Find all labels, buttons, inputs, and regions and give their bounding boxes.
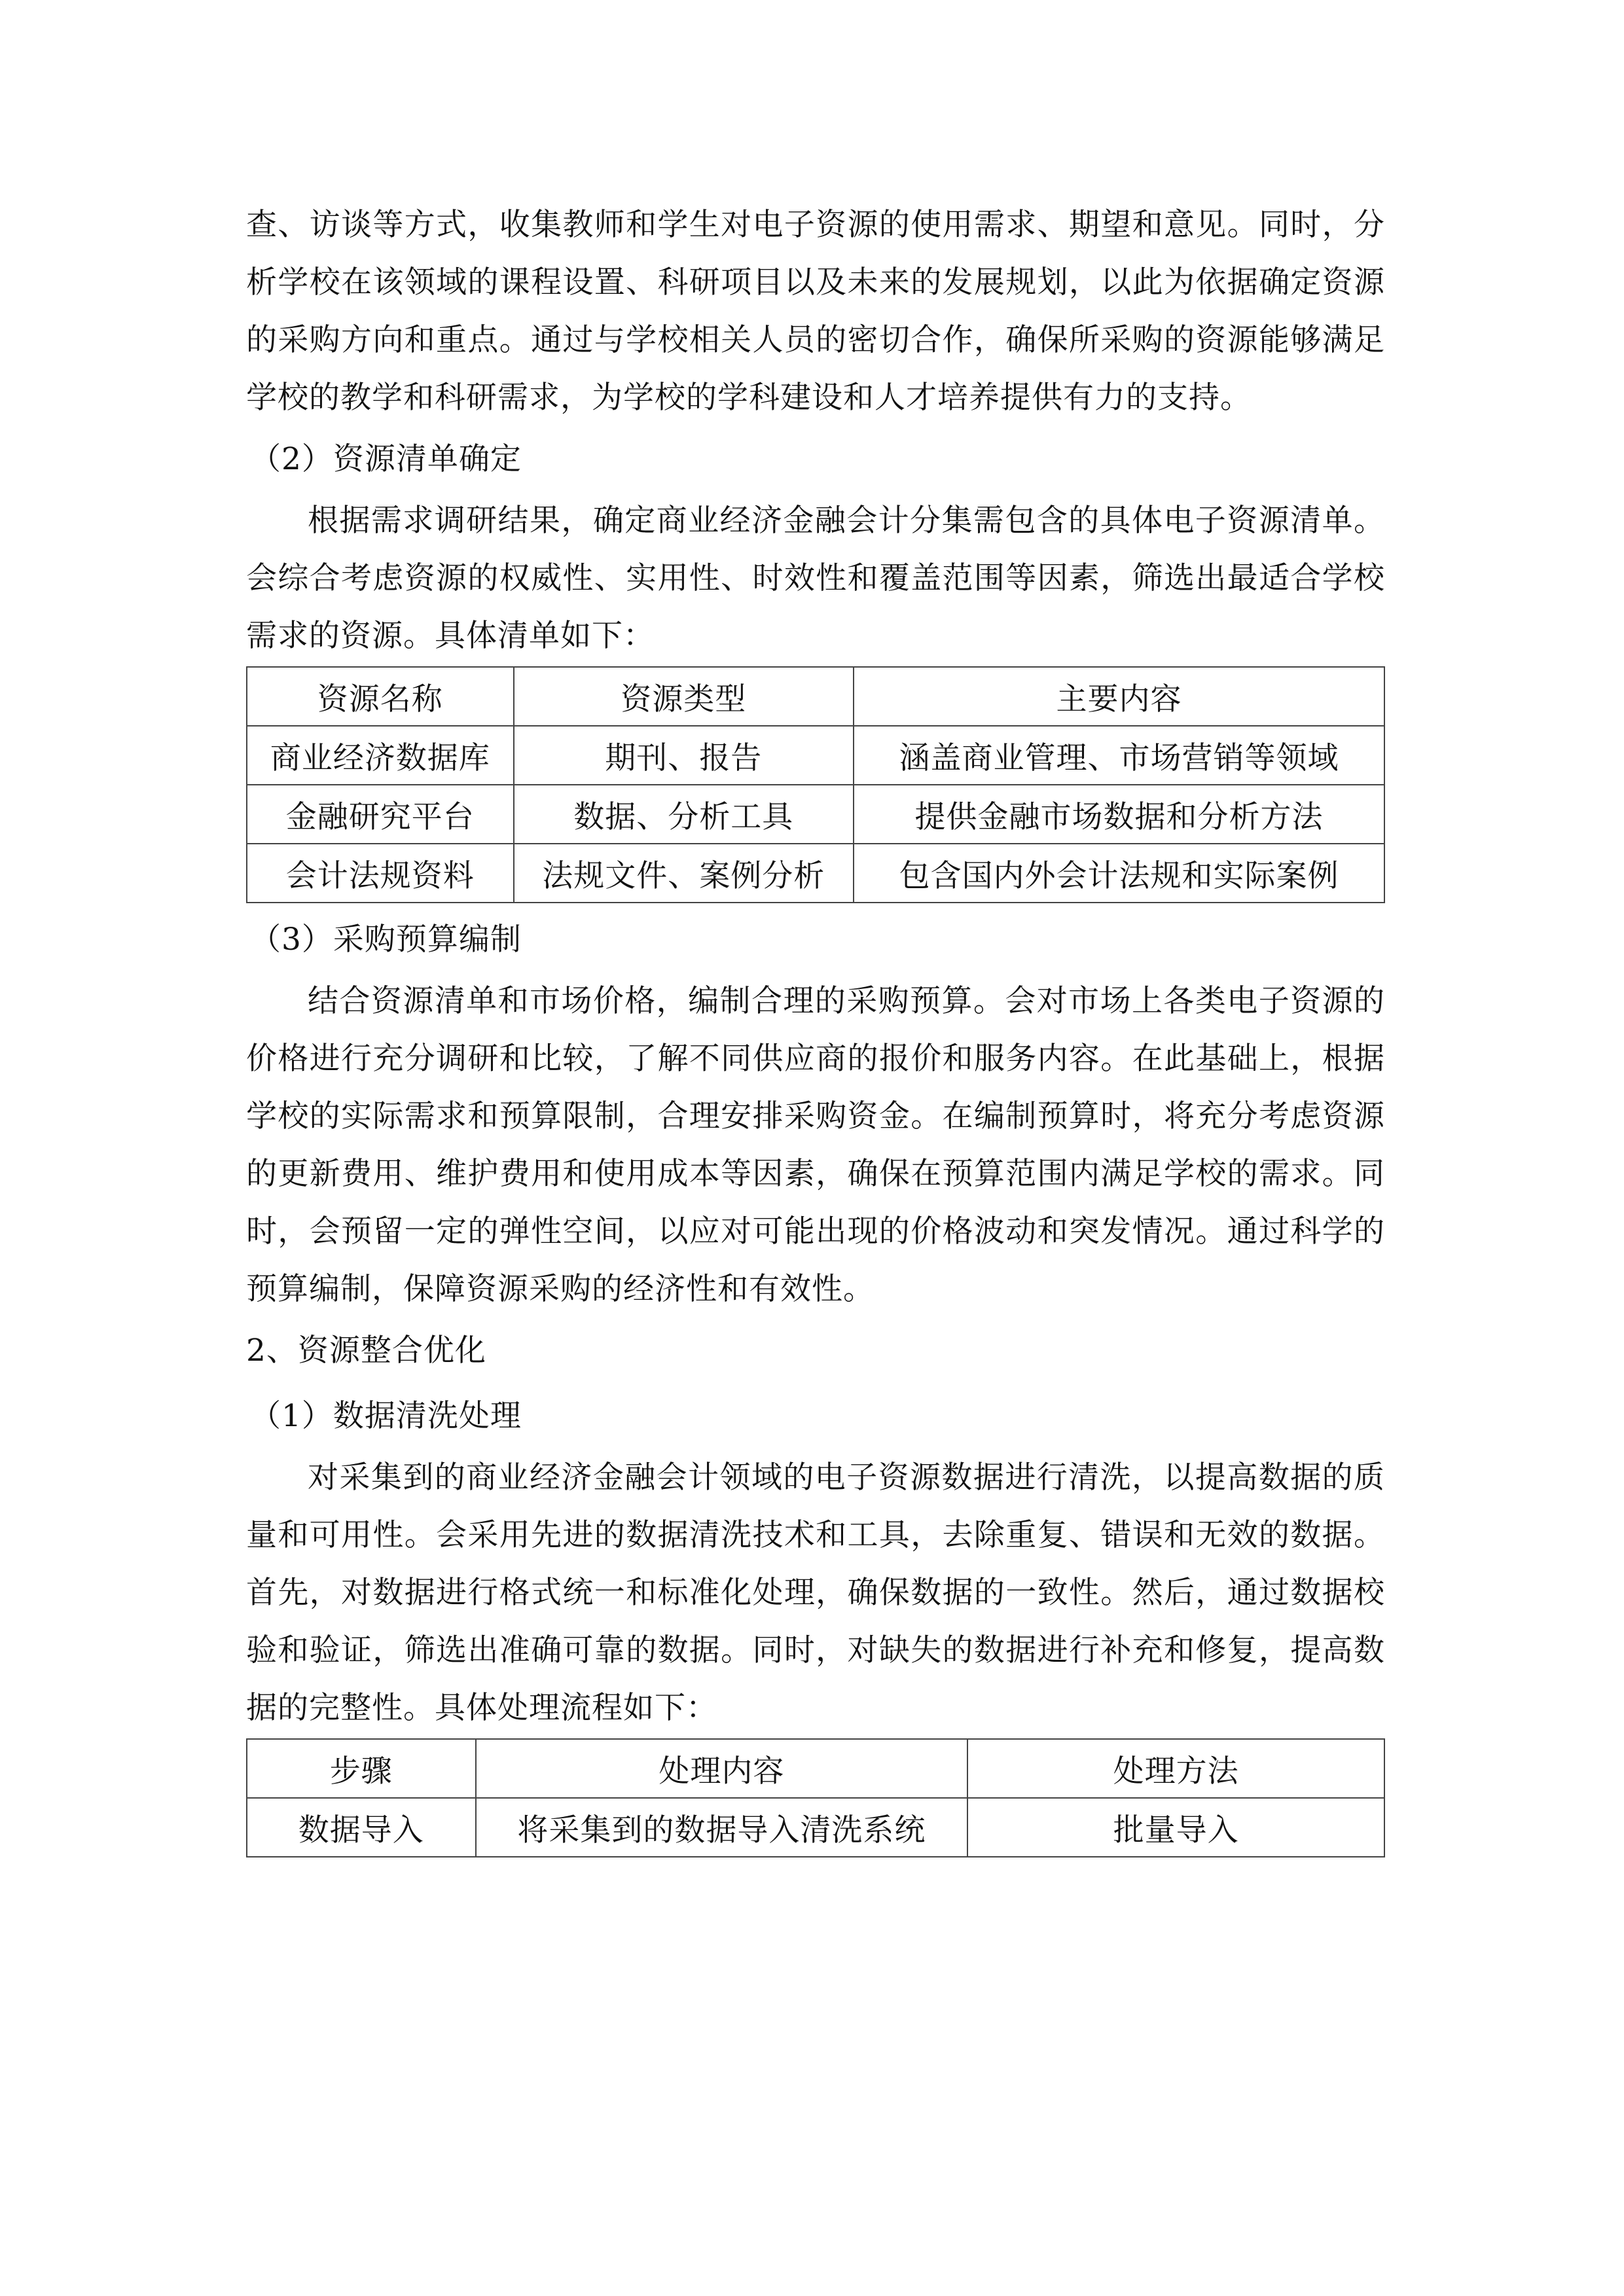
- heading-budget: （3）采购预算编制: [250, 922, 522, 958]
- table-header-row: [247, 667, 1384, 726]
- document-page: [246, 196, 1385, 1861]
- table-cell: 将采集到的数据导入清洗系统: [476, 1798, 968, 1857]
- table-row: [247, 785, 1384, 844]
- table-cell: 提供金融市场数据和分析方法: [854, 785, 1384, 844]
- table-cell: 包含国内外会计法规和实际案例: [854, 844, 1384, 903]
- paragraph-resource-list: 根据需求调研结果，确定商业经济金融会计分集需包含的具体电子资源清单。会综合考虑资源的权威性、实用性、时效性和覆盖范围等因素，筛选出最适合学校需求的资源。具体清单如下：: [246, 503, 1385, 654]
- table-header-cell: 处理方法: [967, 1739, 1384, 1798]
- table-header-row: [247, 1739, 1384, 1798]
- table-cell: 金融研究平台: [247, 785, 514, 844]
- table-cell: 数据导入: [247, 1798, 476, 1857]
- table-row: [247, 1798, 1384, 1857]
- heading-resource-list: （2）资源清单确定: [250, 441, 522, 477]
- heading-data-cleaning: （1）数据清洗处理: [250, 1398, 522, 1434]
- table-row: [247, 726, 1384, 785]
- process-table: [246, 1738, 1385, 1857]
- table-header-cell: 步骤: [247, 1739, 476, 1798]
- table-cell: 涵盖商业管理、市场营销等领域: [854, 726, 1384, 785]
- table-header-cell: 资源类型: [514, 667, 854, 726]
- table-header-cell: 主要内容: [854, 667, 1384, 726]
- heading-section-2: 2、资源整合优化: [246, 1333, 486, 1369]
- table-cell: 期刊、报告: [514, 726, 854, 785]
- table-cell: 会计法规资料: [247, 844, 514, 903]
- table-header-cell: 处理内容: [476, 1739, 968, 1798]
- table-cell: 批量导入: [967, 1798, 1384, 1857]
- paragraph-budget: 结合资源清单和市场价格，编制合理的采购预算。会对市场上各类电子资源的价格进行充分调研和比较，了解不同供应商的报价和服务内容。在此基础上，根据学校的实际需求和预算限制，合理安排采购资金。在编制预算时，将充分考虑资源的更新费用、维护费用和使用成本等因素，确保在预算范围内满足学校的需求。同时，会预留一定的弹性空间，以应对可能出现的价格波动和突发情况。通过科学的预算编制，保障资源采购的经济性和有效性。: [246, 983, 1385, 1307]
- table-row: [247, 844, 1384, 903]
- table-cell: 法规文件、案例分析: [514, 844, 854, 903]
- table-header-cell: 资源名称: [247, 667, 514, 726]
- table-cell: 商业经济数据库: [247, 726, 514, 785]
- table-cell: 数据、分析工具: [514, 785, 854, 844]
- resource-list-table: [246, 666, 1385, 903]
- paragraph-requirements-survey: 查、访谈等方式，收集教师和学生对电子资源的使用需求、期望和意见。同时，分析学校在该领域的课程设置、科研项目以及未来的发展规划，以此为依据确定资源的采购方向和重点。通过与学校相关人员的密切合作，确保所采购的资源能够满足学校的教学和科研需求，为学校的学科建设和人才培养提供有力的支持。: [246, 207, 1385, 416]
- paragraph-data-cleaning: 对采集到的商业经济金融会计领域的电子资源数据进行清洗，以提高数据的质量和可用性。会采用先进的数据清洗技术和工具，去除重复、错误和无效的数据。首先，对数据进行格式统一和标准化处理，确保数据的一致性。然后，通过数据校验和验证，筛选出准确可靠的数据。同时，对缺失的数据进行补充和修复，提高数据的完整性。具体处理流程如下：: [246, 1460, 1385, 1726]
